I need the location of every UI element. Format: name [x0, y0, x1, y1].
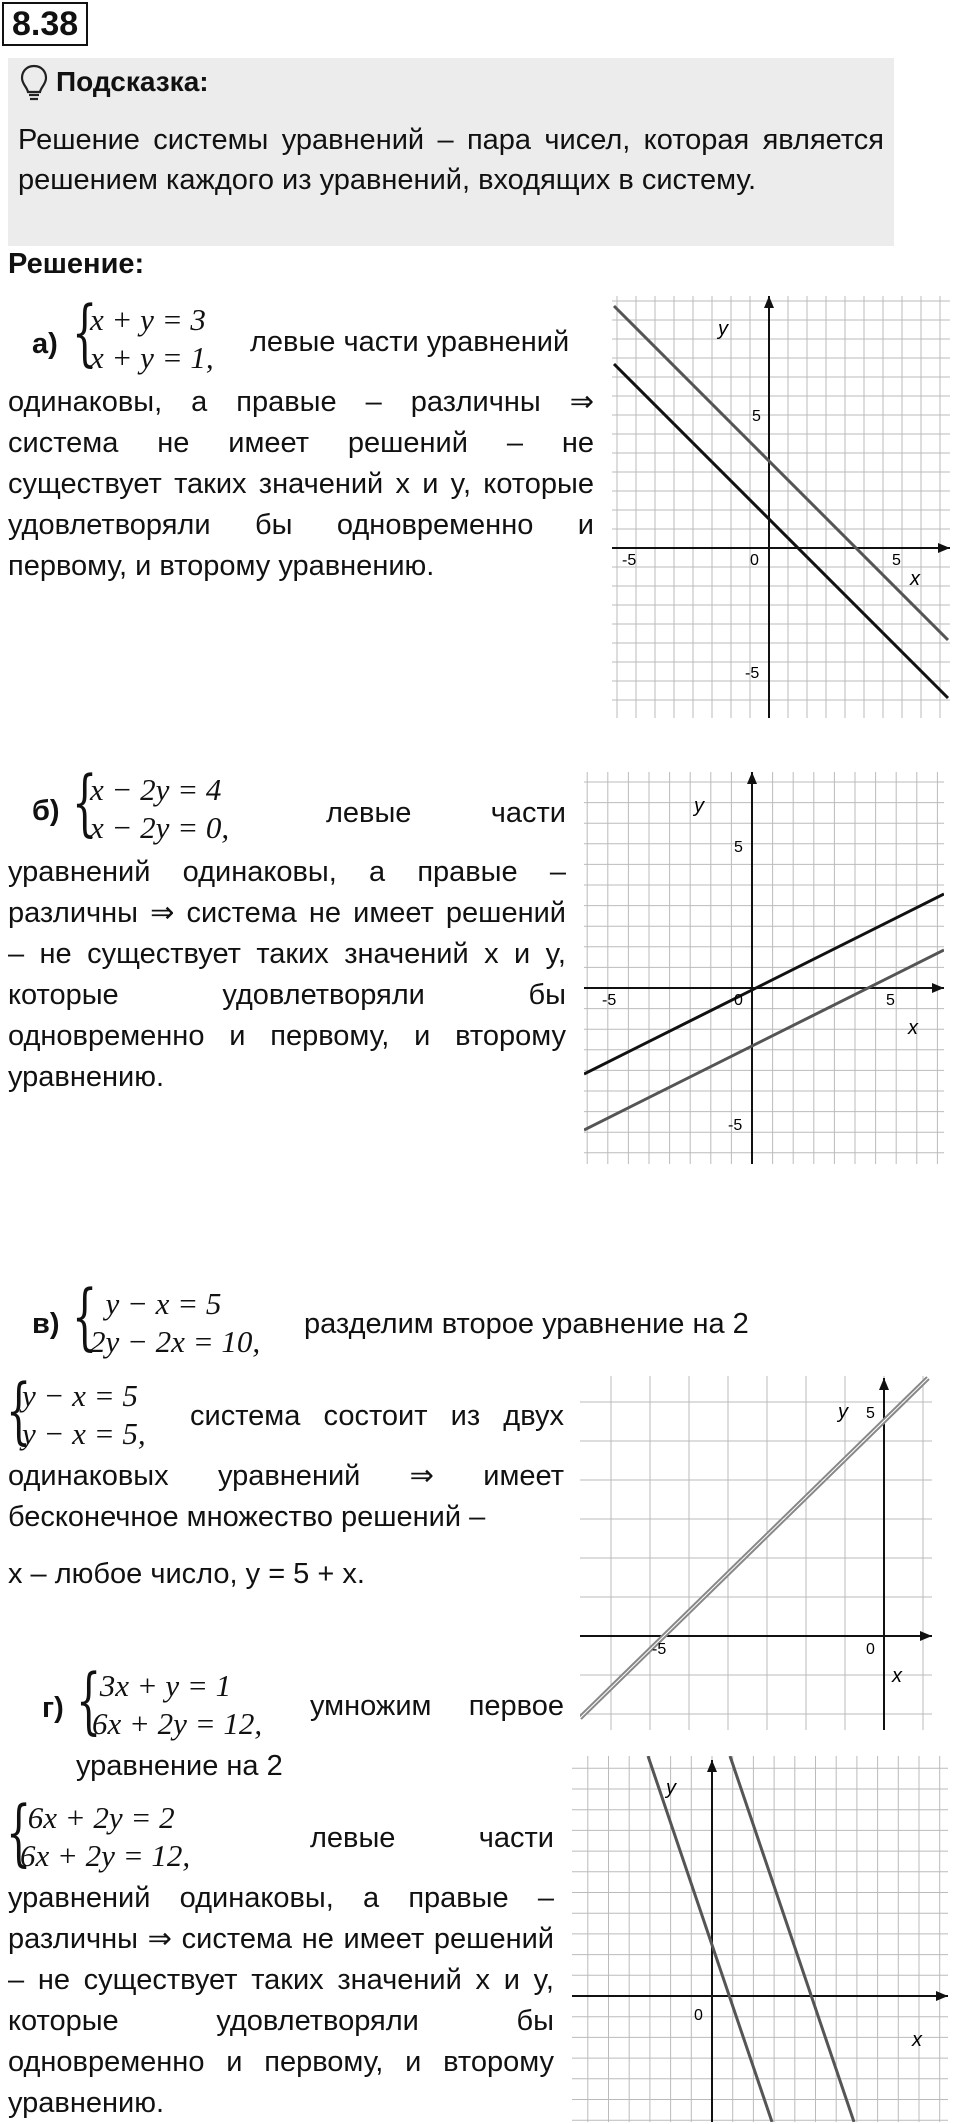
part-b-eq2: x − 2y = 0,: [90, 810, 230, 845]
graph-a-tick-yneg: -5: [745, 665, 760, 682]
part-g-brace: {: [76, 1658, 102, 1742]
part-b-text: уравнений одинаковы, а правые – различны ⇒ система не имеет решений – не существует таких значений x и y, которые удовлетворяли бы одновременно и первому, и второму уравнению.: [8, 856, 566, 1093]
part-g-sys-text-first: левые части: [310, 1822, 554, 1854]
graph-b-tick-xpos: 5: [886, 992, 895, 1009]
graph-g-ylabel: y: [666, 1777, 676, 1799]
part-v-eq1: y − x = 5: [90, 1286, 222, 1321]
part-v-sys-text-first: система состоит из двух: [190, 1400, 564, 1432]
part-a-eq1: x + y = 3: [90, 302, 206, 337]
graph-a-tick-xneg: -5: [622, 552, 637, 569]
graph-b-tick-ypos: 5: [734, 839, 743, 856]
part-v-sys-eq2: y − x = 5,: [22, 1416, 146, 1451]
graph-v-tick-xneg: -5: [652, 1641, 667, 1658]
hint-text: Решение системы уравнений – пара чисел, которая является решением каждого из уравнений, входящих в систему.: [18, 124, 884, 196]
part-b-eq1: x − 2y = 4: [90, 772, 222, 807]
part-v-label: в): [32, 1308, 60, 1340]
graph-a: [612, 296, 950, 718]
hint-title: Подсказка:: [56, 66, 209, 97]
part-g-eq2: 6x + 2y = 12,: [92, 1706, 263, 1741]
part-v-brace: {: [72, 1274, 98, 1358]
part-g-sys-text: уравнений одинаковы, а правые – различны ⇒ система не имеет решений – не существует таких значений x и y, которые удовлетворяли бы одновременно и первому, и второму уравнению.: [8, 1882, 554, 2119]
part-b-text-first: левые части: [326, 797, 566, 829]
graph-g-tick-origin: 0: [694, 2007, 703, 2024]
part-v-text-first: разделим второе уравнение на 2: [304, 1308, 749, 1340]
graph-a-line-1: [614, 306, 948, 640]
graph-a-xlabel: x: [910, 568, 920, 590]
graph-v: [580, 1376, 932, 1730]
graph-b-tick-yneg: -5: [728, 1117, 743, 1134]
graph-v-tick-origin: 0: [866, 1641, 875, 1658]
graph-b-xlabel: x: [908, 1017, 918, 1039]
solution-title: Решение:: [8, 248, 145, 280]
part-a-label: а): [32, 328, 58, 360]
part-g-sys-brace: {: [6, 1790, 32, 1874]
graph-v-tick-ypos: 5: [866, 1405, 875, 1422]
part-v-sys-brace: {: [6, 1368, 32, 1452]
graph-g: [572, 1756, 948, 2122]
part-a-text: одинаковы, а правые – различны ⇒ система не имеет решений – не существует таких значений x и y, которые удовлетворяли бы одновременно и первому, и второму уравнению.: [8, 386, 594, 582]
graph-g-line-2: [730, 1756, 854, 2122]
graph-b-ylabel: y: [694, 795, 704, 817]
part-v-answer: x – любое число, y = 5 + x.: [8, 1558, 365, 1590]
part-v-sys-text: одинаковых уравнений ⇒ имеет бесконечное множество решений –: [8, 1460, 564, 1533]
lightbulb-icon: [20, 64, 48, 102]
graph-a-ylabel: y: [718, 318, 728, 340]
problem-number: 8.38: [2, 2, 88, 46]
part-v-eq2: 2y − 2x = 10,: [90, 1324, 261, 1359]
graph-b-line-1: [584, 894, 944, 1074]
graph-v-ylabel: y: [838, 1401, 848, 1423]
part-b-brace: {: [72, 760, 98, 844]
graph-a-tick-origin: 0: [750, 552, 759, 569]
graph-v-xlabel: x: [892, 1665, 902, 1687]
part-a-brace: {: [72, 290, 98, 374]
part-b-label: б): [32, 795, 60, 827]
graph-b-line-2: [584, 950, 944, 1130]
graph-b-tick-origin: 0: [734, 992, 743, 1009]
part-a-text-first: левые части уравнений: [250, 326, 570, 358]
part-g-text-second: уравнение на 2: [76, 1750, 283, 1782]
part-g-label: г): [42, 1692, 64, 1724]
graph-b: [584, 772, 944, 1164]
part-g-sys-eq1: 6x + 2y = 2: [20, 1800, 175, 1835]
part-g-sys-eq2: 6x + 2y = 12,: [20, 1838, 191, 1873]
part-a-eq2: x + y = 1,: [90, 340, 214, 375]
graph-a-tick-ypos: 5: [752, 408, 761, 425]
graph-b-tick-xneg: -5: [602, 992, 617, 1009]
part-g-eq1: 3x + y = 1: [92, 1668, 232, 1703]
graph-a-line-2: [614, 364, 948, 698]
graph-a-tick-xpos: 5: [892, 552, 901, 569]
part-g-text-first: умножим первое: [310, 1690, 564, 1722]
graph-g-xlabel: x: [912, 2029, 922, 2051]
part-v-sys-eq1: y − x = 5: [22, 1378, 138, 1413]
